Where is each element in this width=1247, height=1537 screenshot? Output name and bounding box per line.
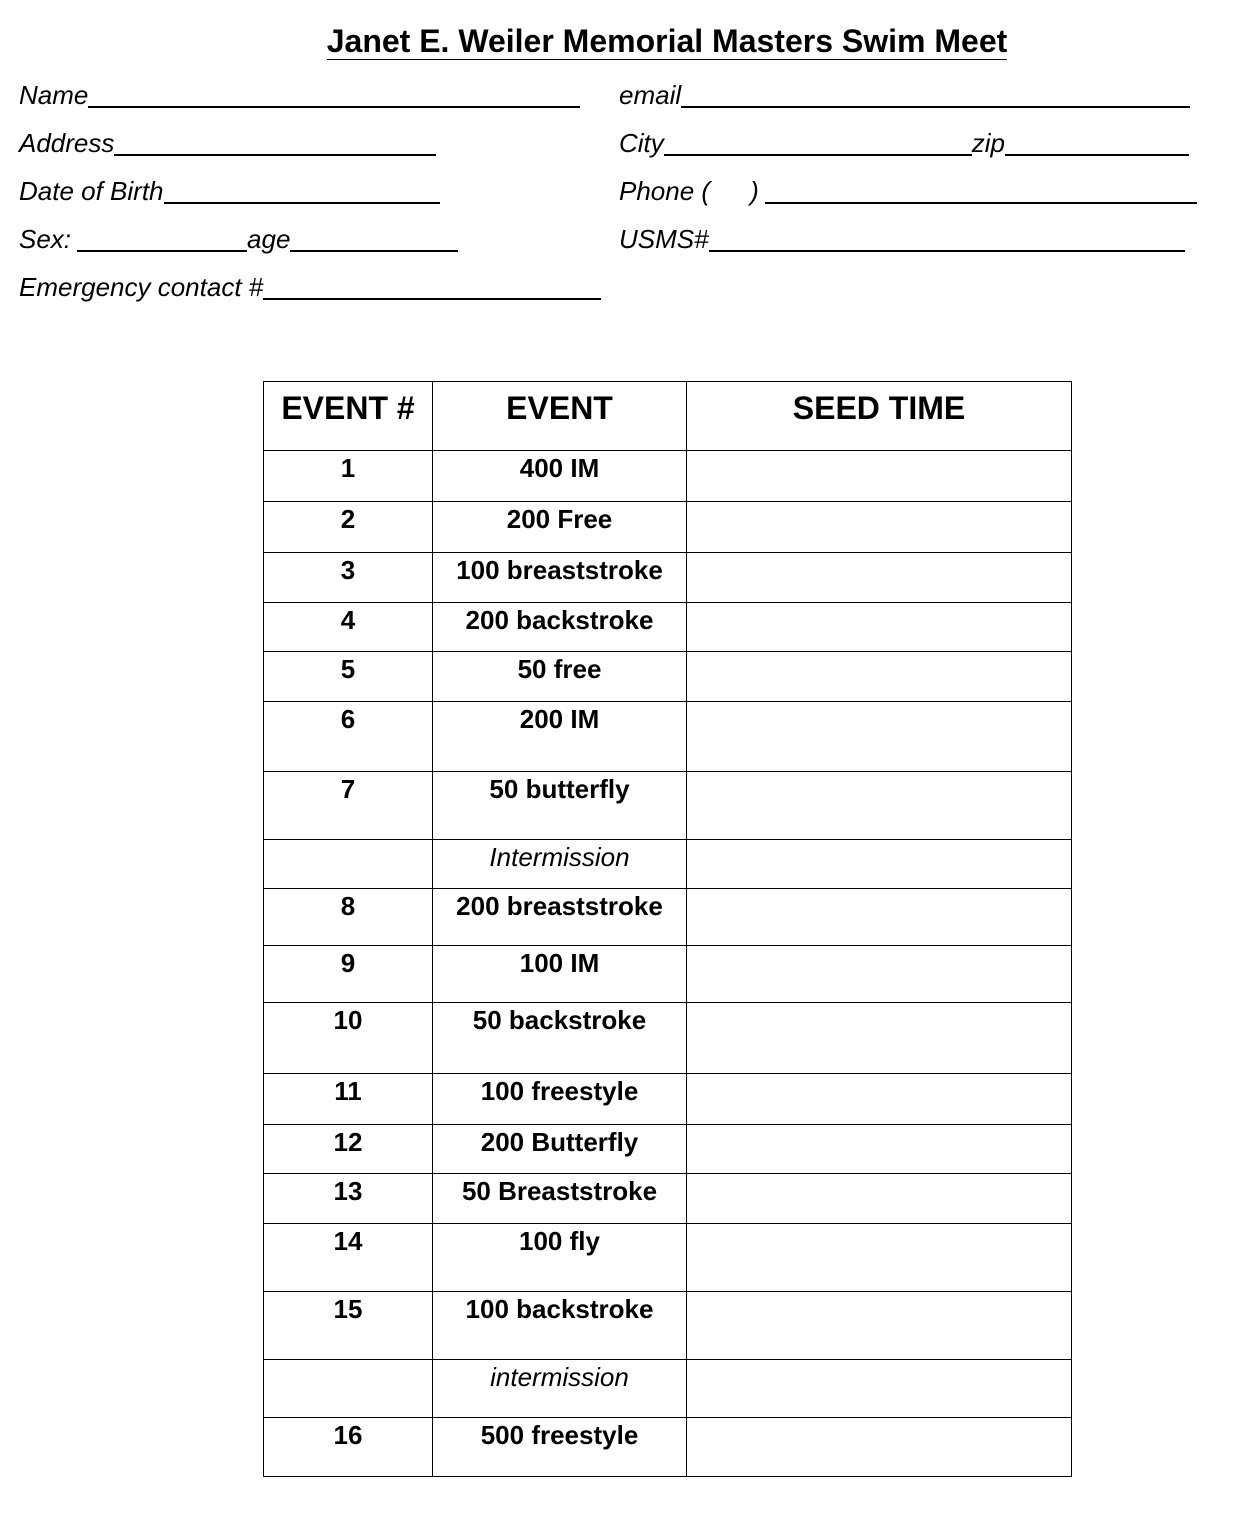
event-name-cell: 200 Free [433,502,687,553]
seed-time-cell[interactable] [687,889,1072,946]
event-name-cell: 100 IM [433,946,687,1003]
table-row [264,553,1072,603]
event-number-cell: 5 [264,652,433,702]
sex-input-line[interactable] [77,226,247,252]
event-number-cell: 14 [264,1224,433,1292]
table-row [264,1074,1072,1125]
table-row [264,502,1072,553]
event-number-cell [264,840,433,889]
seed-time-cell[interactable] [687,1224,1072,1292]
emergency-input-line[interactable] [263,274,601,300]
header-event-number: EVENT # [264,382,433,451]
event-number-cell: 12 [264,1125,433,1174]
event-number-cell: 10 [264,1003,433,1074]
seed-time-cell[interactable] [687,1125,1072,1174]
usms-label: USMS# [619,224,709,254]
seed-time-cell[interactable] [687,840,1072,889]
event-name-cell: 50 backstroke [433,1003,687,1074]
event-name-cell: 100 backstroke [433,1292,687,1360]
event-name-cell: 50 free [433,652,687,702]
event-number-cell: 1 [264,451,433,502]
phone-field[interactable] [619,176,1197,206]
email-field[interactable] [619,80,1190,110]
table-row [264,652,1072,702]
event-number-cell: 4 [264,603,433,652]
city-input-line[interactable] [664,130,972,156]
event-number-cell: 16 [264,1418,433,1477]
event-name-cell: 500 freestyle [433,1418,687,1477]
seed-time-cell[interactable] [687,702,1072,772]
email-input-line[interactable] [681,82,1190,108]
name-input-line[interactable] [88,82,580,108]
table-row [264,603,1072,652]
phone-close-paren: ) [750,176,759,206]
seed-time-cell[interactable] [687,451,1072,502]
address-input-line[interactable] [114,130,436,156]
events-table [263,381,1072,1477]
table-row [264,1174,1072,1224]
event-name-cell: 100 breaststroke [433,553,687,603]
phone-input-line[interactable] [765,178,1197,204]
event-number-cell: 11 [264,1074,433,1125]
table-row [264,702,1072,772]
table-row [264,1003,1072,1074]
address-label: Address [19,128,115,158]
seed-time-cell[interactable] [687,603,1072,652]
city-label: City [619,128,664,158]
header-event: EVENT [433,382,687,451]
table-row [264,1125,1072,1174]
city-zip-field[interactable] [619,128,1189,158]
event-name-cell: 200 backstroke [433,603,687,652]
table-row [264,946,1072,1003]
table-header-row [264,382,1072,451]
seed-time-cell[interactable] [687,1360,1072,1418]
event-name-cell: 50 butterfly [433,772,687,840]
seed-time-cell[interactable] [687,652,1072,702]
email-label: email [619,80,682,110]
seed-time-cell[interactable] [687,1292,1072,1360]
event-name-cell: 200 IM [433,702,687,772]
dob-field[interactable] [19,176,440,206]
header-seed-time: SEED TIME [687,382,1072,451]
event-name-cell: 50 Breaststroke [433,1174,687,1224]
event-number-cell: 15 [264,1292,433,1360]
phone-label: Phone ( [619,176,711,206]
event-name-cell: 200 breaststroke [433,889,687,946]
event-name-cell: 100 fly [433,1224,687,1292]
event-number-cell: 3 [264,553,433,603]
seed-time-cell[interactable] [687,1074,1072,1125]
zip-label: zip [971,128,1006,158]
table-row [264,1360,1072,1418]
dob-input-line[interactable] [164,178,440,204]
table-row [264,1292,1072,1360]
event-number-cell: 8 [264,889,433,946]
usms-input-line[interactable] [709,226,1185,252]
event-name-cell: 400 IM [433,451,687,502]
page-title-text: Janet E. Weiler Memorial Masters Swim Meet [326,23,1008,59]
table-row [264,1418,1072,1477]
table-row [264,1224,1072,1292]
name-field[interactable] [19,80,580,110]
name-label: Name [19,80,89,110]
intermission-cell: Intermission [433,840,687,889]
age-label: age [247,224,291,254]
seed-time-cell[interactable] [687,946,1072,1003]
event-name-cell: 100 freestyle [433,1074,687,1125]
event-number-cell: 6 [264,702,433,772]
seed-time-cell[interactable] [687,502,1072,553]
event-name-cell: 200 Butterfly [433,1125,687,1174]
dob-label: Date of Birth [19,176,164,206]
seed-time-cell[interactable] [687,1003,1072,1074]
table-row [264,840,1072,889]
sex-age-field[interactable] [19,224,458,254]
table-row [264,451,1072,502]
seed-time-cell[interactable] [687,1174,1072,1224]
sex-label: Sex: [19,224,72,254]
address-field[interactable] [19,128,436,158]
age-input-line[interactable] [290,226,458,252]
page-title [0,22,1247,60]
event-number-cell: 13 [264,1174,433,1224]
event-number-cell: 7 [264,772,433,840]
event-number-cell: 9 [264,946,433,1003]
event-number-cell [264,1360,433,1418]
seed-time-cell[interactable] [687,772,1072,840]
usms-field[interactable] [619,224,1185,254]
seed-time-cell[interactable] [687,553,1072,603]
emergency-field[interactable] [19,272,601,302]
table-row [264,772,1072,840]
seed-time-cell[interactable] [687,1418,1072,1477]
table-row [264,889,1072,946]
intermission-cell: intermission [433,1360,687,1418]
emergency-label: Emergency contact # [19,272,264,302]
event-number-cell: 2 [264,502,433,553]
zip-input-line[interactable] [1005,130,1189,156]
